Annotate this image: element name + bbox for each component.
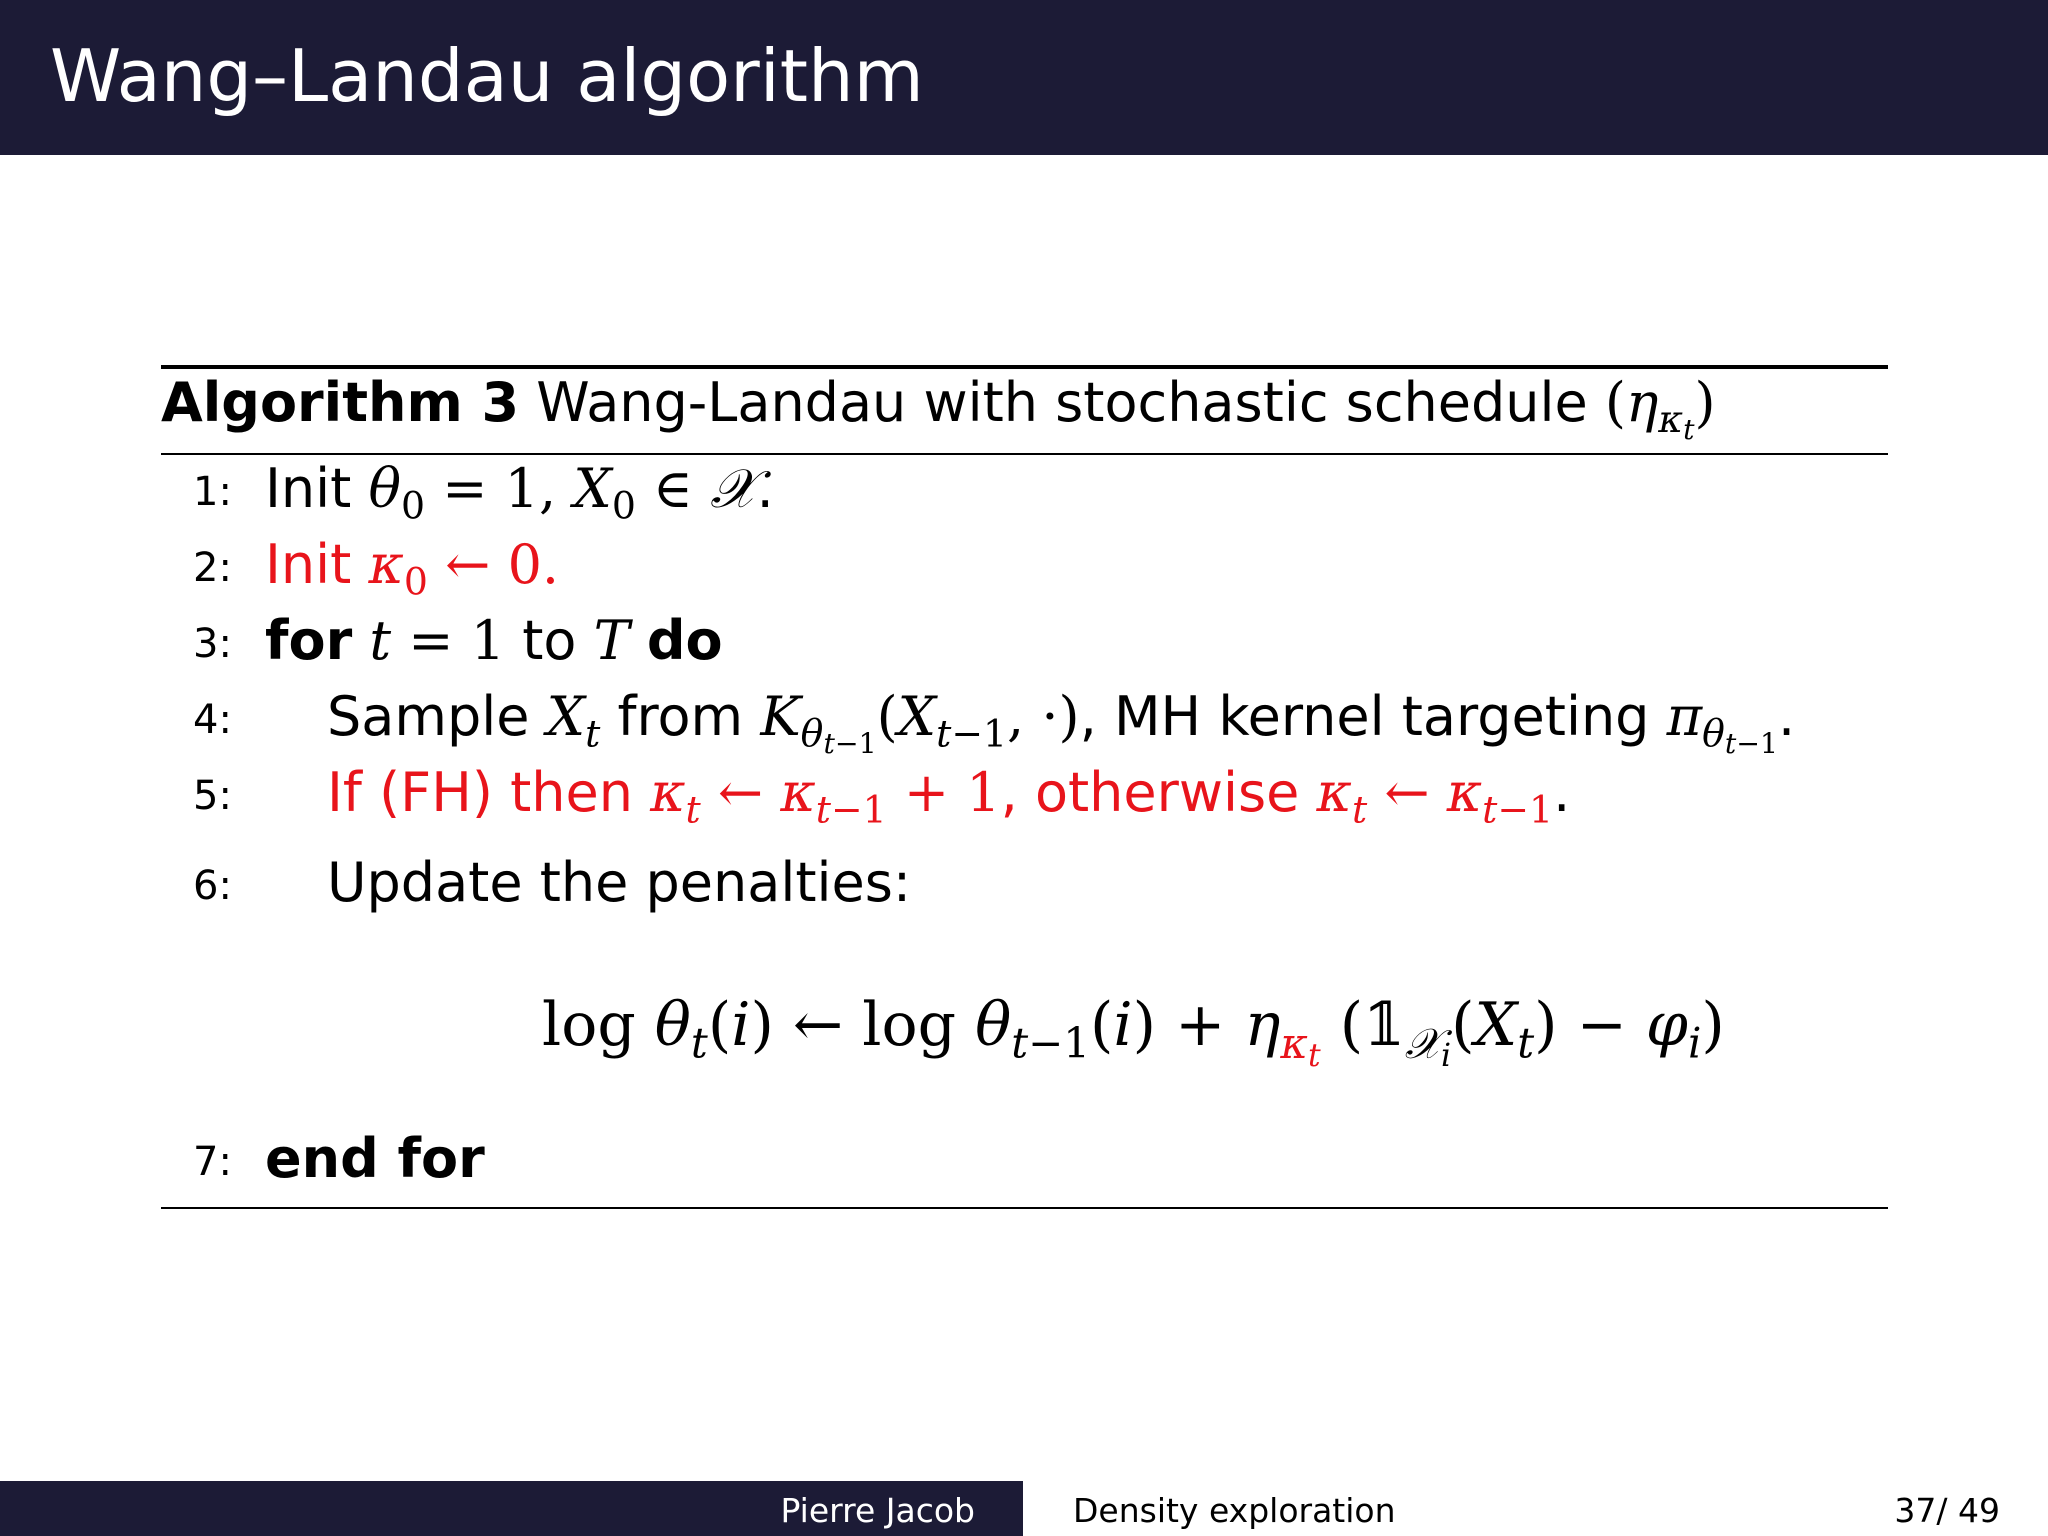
line-number: 6: [193, 863, 232, 909]
line-number: 7: [193, 1139, 232, 1185]
line-content: If (FH) then $\kappa_t$ ← $\kappa_{t-1} + 1$, otherwise $\kappa_t$ ← $\kappa_{t-1}$. [327, 761, 1571, 832]
page-number: 37/ 49 [1894, 1491, 2000, 1530]
footer-title-panel [1023, 1481, 2048, 1536]
slide-title: Wang–Landau algorithm [50, 34, 924, 118]
algorithm-line-1 [161, 457, 1961, 532]
line-content: Init $\theta_0 = 1$, $X_0$ ∈ 𝒳. [265, 457, 774, 528]
line-content: end for [265, 1127, 485, 1190]
penalty-update-equation: $\log \theta_t(i)$ ← $\log \theta_{t-1}(i) + \eta_{\kappa t}$ $(𝟙_{𝒳i}(X_t) - \varphi_i)$ [542, 990, 1725, 1074]
algorithm-line-6 [161, 851, 1961, 926]
line-content: Init $\kappa_0$ ← 0. [265, 533, 560, 604]
algorithm-line-4 [161, 685, 1961, 761]
line-content: for t = 1 to T do [265, 609, 723, 672]
line-number: 3: [193, 621, 232, 667]
title-bar [0, 0, 2048, 155]
algorithm-mid-rule [161, 453, 1888, 455]
algorithm-line-3 [161, 609, 1961, 684]
line-number: 5: [193, 773, 232, 819]
algorithm-line-5 [161, 761, 1961, 836]
algorithm-header [161, 371, 1716, 447]
line-number: 2: [193, 545, 232, 591]
line-number: 1: [193, 469, 232, 515]
algorithm-line-7 [161, 1127, 1961, 1202]
algorithm-bottom-rule [161, 1207, 1888, 1209]
footer-author-panel [0, 1481, 1023, 1536]
line-content: Update the penalties: [327, 851, 912, 914]
algorithm-top-rule [161, 365, 1888, 369]
line-content: Sample $X_t$ from $K_{\theta t-1}(X_{t-1}$, ·), MH kernel targeting $\pi_{\theta t-1}$. [327, 685, 1796, 761]
line-number: 4: [193, 697, 232, 743]
footer-talk-title: Density exploration [1073, 1491, 1396, 1530]
algorithm-label: Algorithm 3 [161, 371, 520, 434]
algorithm-line-2 [161, 533, 1961, 608]
footer-author: Pierre Jacob [780, 1491, 975, 1530]
algorithm-caption-math: $(\eta_{\kappa t})$ [1604, 371, 1716, 447]
algorithm-caption: Wang-Landau with stochastic schedule [536, 371, 1588, 434]
